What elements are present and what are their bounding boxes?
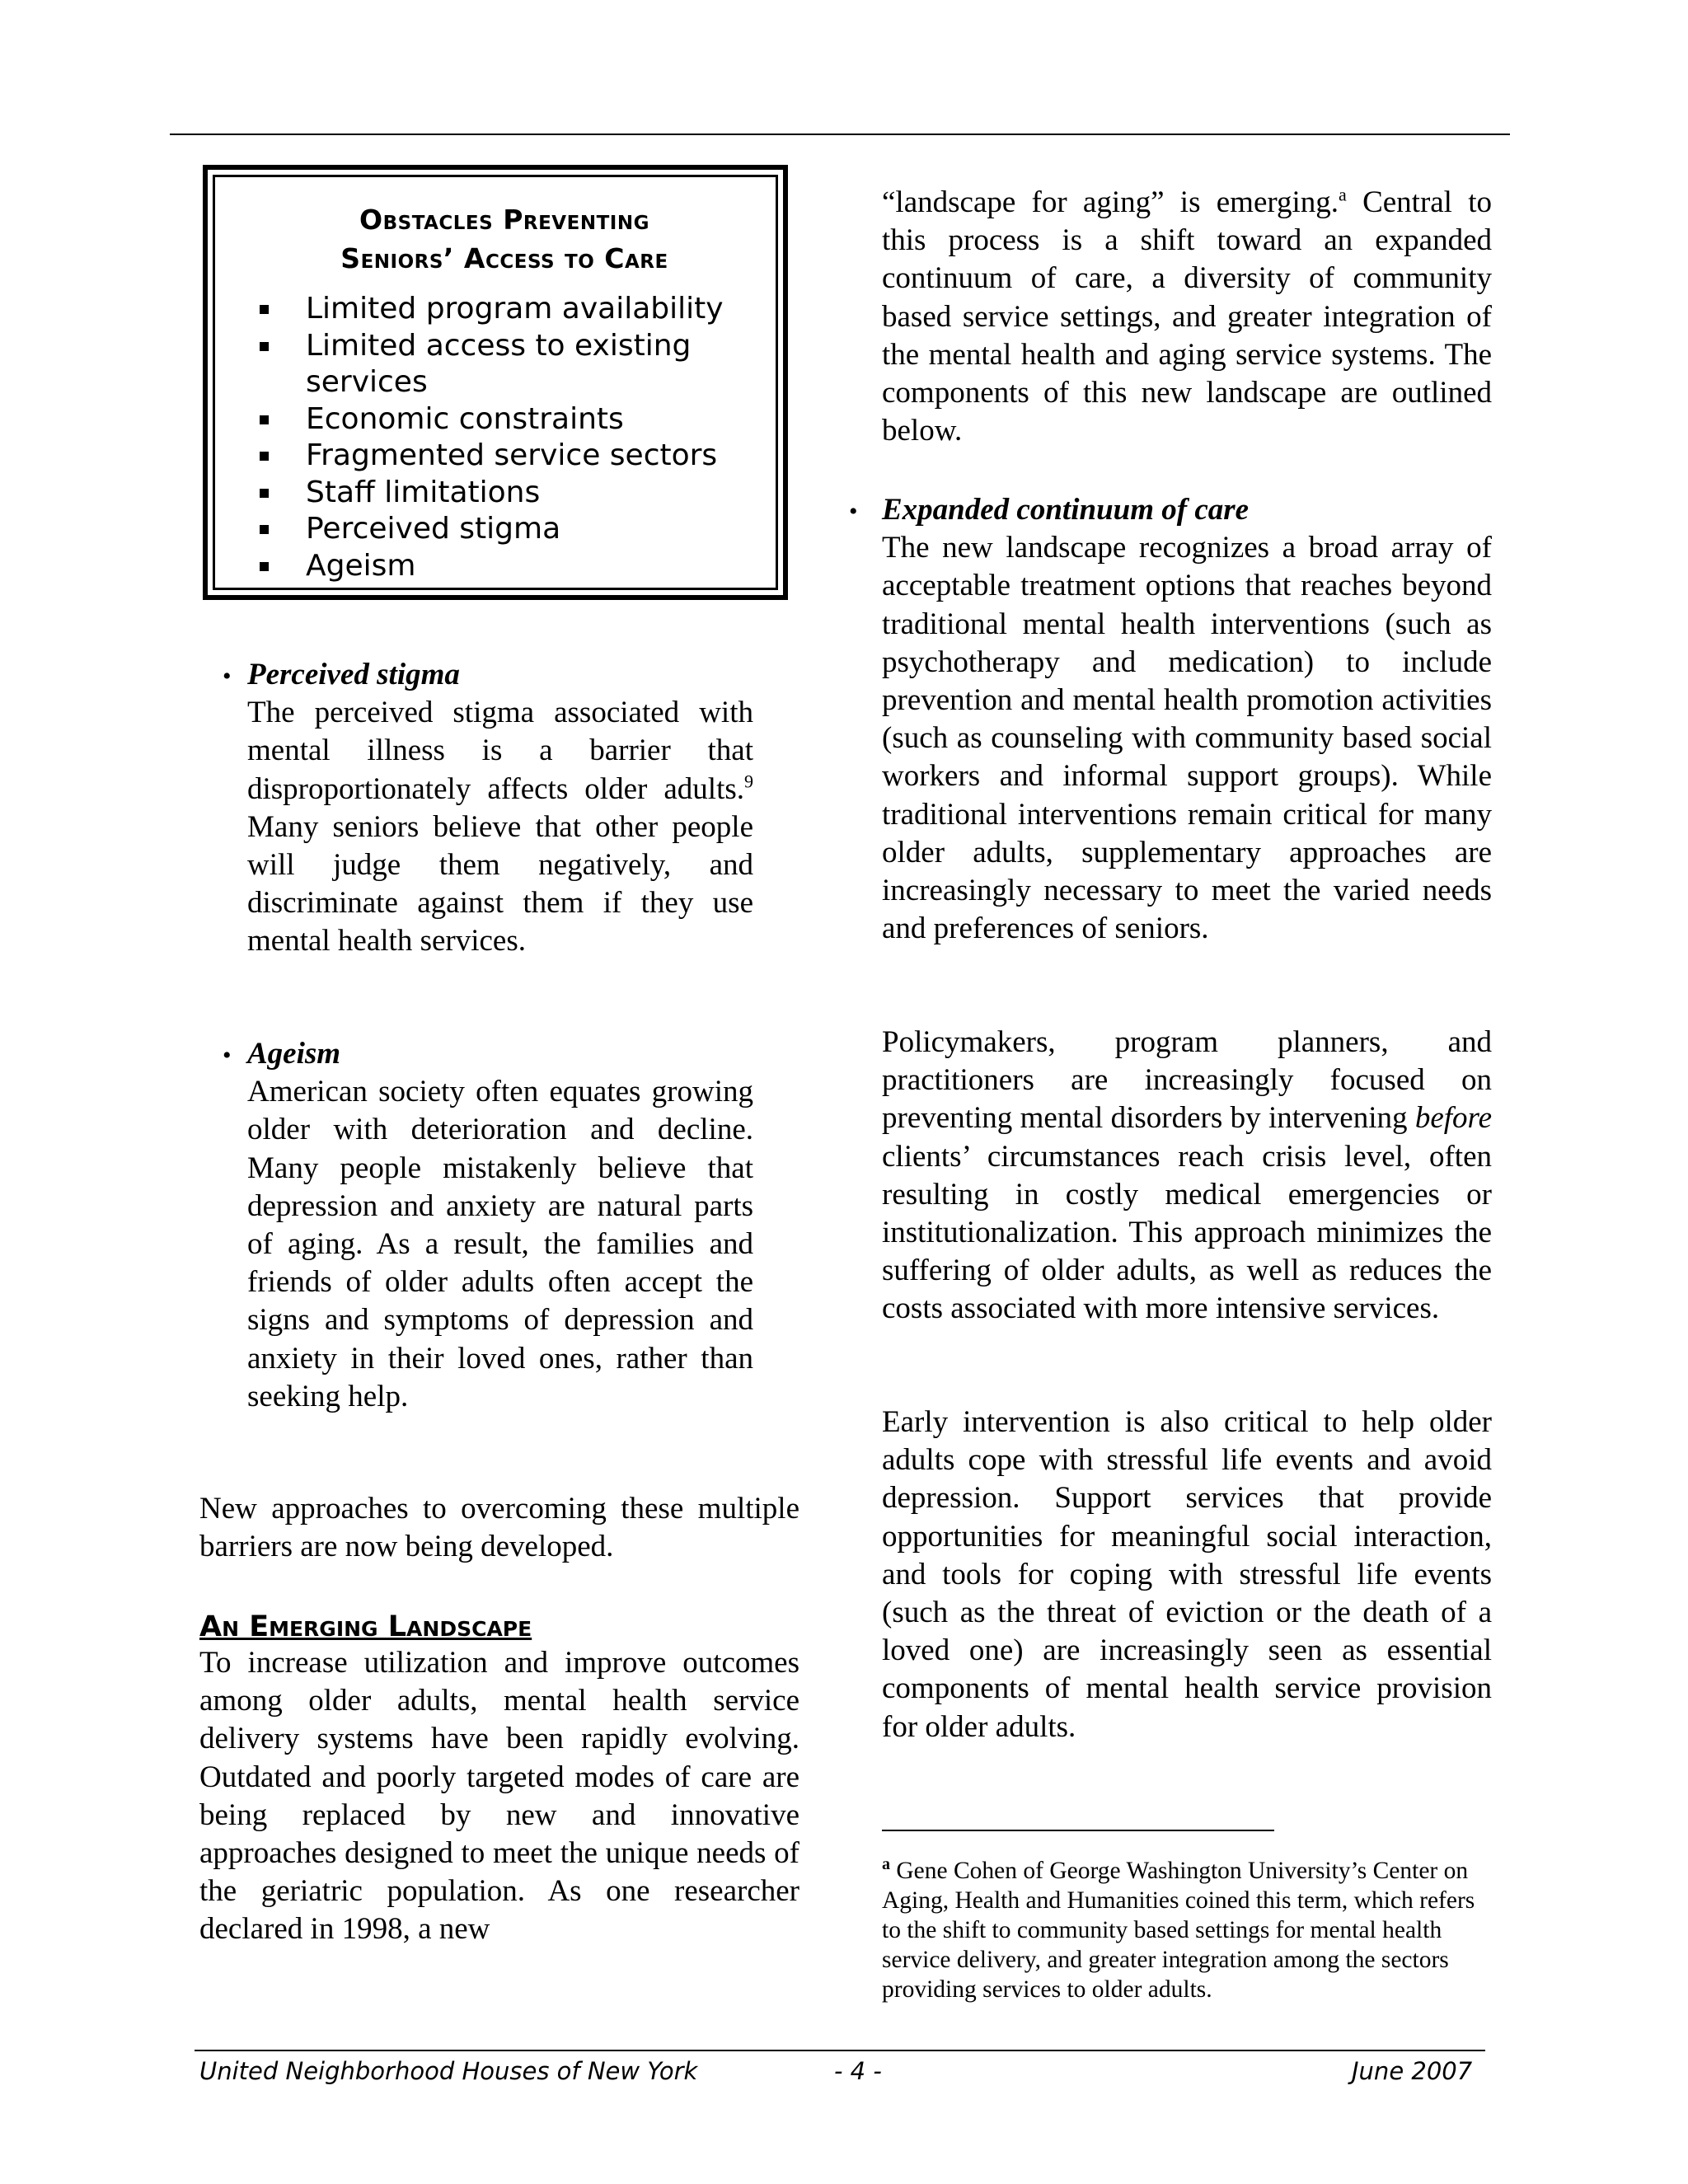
obstacles-title-line2: Seniors’ Access to Care [340,242,668,274]
list-item: Ageism [255,548,754,585]
footnote-text: Gene Cohen of George Washington University’s Center on Aging, Health and Humanities coined this term, which refers to the shift to community based settings for mental health service delivery, and greater integration among the sectors providing services to older adults. [882,1857,1475,2003]
stigma-text-b: Many seniors believe that other people will judge them negatively, and discriminate against them if they use mental health services. [247,809,753,958]
stigma-section [247,656,753,961]
footer-date: June 2007 [1352,2057,1473,2085]
bullet-dot-icon: • [223,1042,232,1069]
policy-text-b: clients’ circumstances reach crisis level, often resulting in costly medical emergencies or institutionalization. This approach minimizes the suffering of older adults, as well as reduces the costs associated with more intensive services. [882,1139,1492,1326]
landscape-continued-b: Central to this process is a shift toward an expanded continuum of care, a diversity of community based service settings, and greater integration of the mental health and aging service systems. The components of this new landscape are outlined below. [882,185,1492,448]
early-intervention-paragraph: Early intervention is also critical to help older adults cope with stressful life events and avoid depression. Support services that provide opportunities for meaningful social interaction, and tools for coping with stressful life events (such as the threat of eviction or the death of a loved one) are increasingly seen as essential components of mental health service provision for older adults. [882,1405,1492,1744]
square-bullet-icon [260,305,269,314]
policy-text-a: Policymakers, program planners, and practitioners are increasingly focused on preventing mental disorders by intervening [882,1025,1492,1136]
continuum-text: The new landscape recognizes a broad array of acceptable treatment options that reaches beyond traditional mental health interventions (such as psychotherapy and medication) to include prevention and mental health promotion activities (such as counseling with community based social workers and informal support groups). While traditional interventions remain critical for many older adults, supplementary approaches are increasingly necessary to meet the varied needs and preferences of seniors. [882,531,1492,946]
footer-page-number: - 4 - [834,2057,882,2085]
stigma-ref: 9 [744,771,753,792]
bullet-dot-icon: • [223,663,232,690]
list-item: Fragmented service sectors [255,438,754,475]
continuum-heading: Expanded continuum of care [882,493,1250,527]
square-bullet-icon [260,525,269,534]
list-item: Limited program availability [255,291,754,328]
footnote-rule [882,1830,1274,1831]
landscape-continued-a: “landscape for aging” is emerging. [882,185,1339,219]
policy-paragraph [882,1024,1492,1329]
ageism-heading: Ageism [247,1037,341,1071]
stigma-heading: Perceived stigma [247,658,460,691]
square-bullet-icon [260,562,269,571]
landscape-continued-paragraph [882,184,1492,450]
section-title: An Emerging Landscape [199,1610,532,1643]
square-bullet-icon [260,489,269,498]
footer-rule [195,2050,1485,2051]
obstacles-box-inner [213,175,778,590]
ageism-text: American society often equates growing older with deterioration and decline. Many people mistakenly believe that depression and anxiety are natural parts of aging. As a result, the families and friends of older adults often accept the signs and symptoms of depression and anxiety in their loved ones, rather than seeking help. [247,1075,753,1413]
footer-org: United Neighborhood Houses of New York [199,2057,698,2085]
obstacles-title [255,200,754,278]
bullet-dot-icon: • [849,498,858,525]
list-item: Economic constraints [255,401,754,438]
list-item: Perceived stigma [255,511,754,548]
policy-emphasis: before [1414,1101,1492,1136]
square-bullet-icon [260,452,269,461]
footnote-ref: a [1339,184,1347,205]
obstacles-box [203,165,788,600]
stigma-text-a: The perceived stigma associated with mental illness is a barrier that disproportionately affects older adults. [247,696,753,806]
ageism-section [247,1035,753,1416]
header-rule [170,134,1510,135]
continuum-section [882,491,1492,948]
square-bullet-icon [260,415,269,424]
square-bullet-icon [260,342,269,351]
obstacles-list [255,291,754,584]
obstacles-title-line1: Obstacles Preventing [359,204,649,236]
footnote-marker: a [882,1855,890,1873]
list-item: Limited access to existing services [255,328,754,401]
footnote [882,1849,1492,2004]
landscape-paragraph: To increase utilization and improve outcomes among older adults, mental health service delivery systems have been rapidly evolving. Outdated and poorly targeted modes of care are being replaced by new and innovative approaches designed to meet the unique needs of the geriatric population. As one researcher declared in 1998, a new [199,1646,799,1947]
list-item: Staff limitations [255,475,754,512]
new-approaches-paragraph: New approaches to overcoming these multiple barriers are now being developed. [199,1492,799,1564]
